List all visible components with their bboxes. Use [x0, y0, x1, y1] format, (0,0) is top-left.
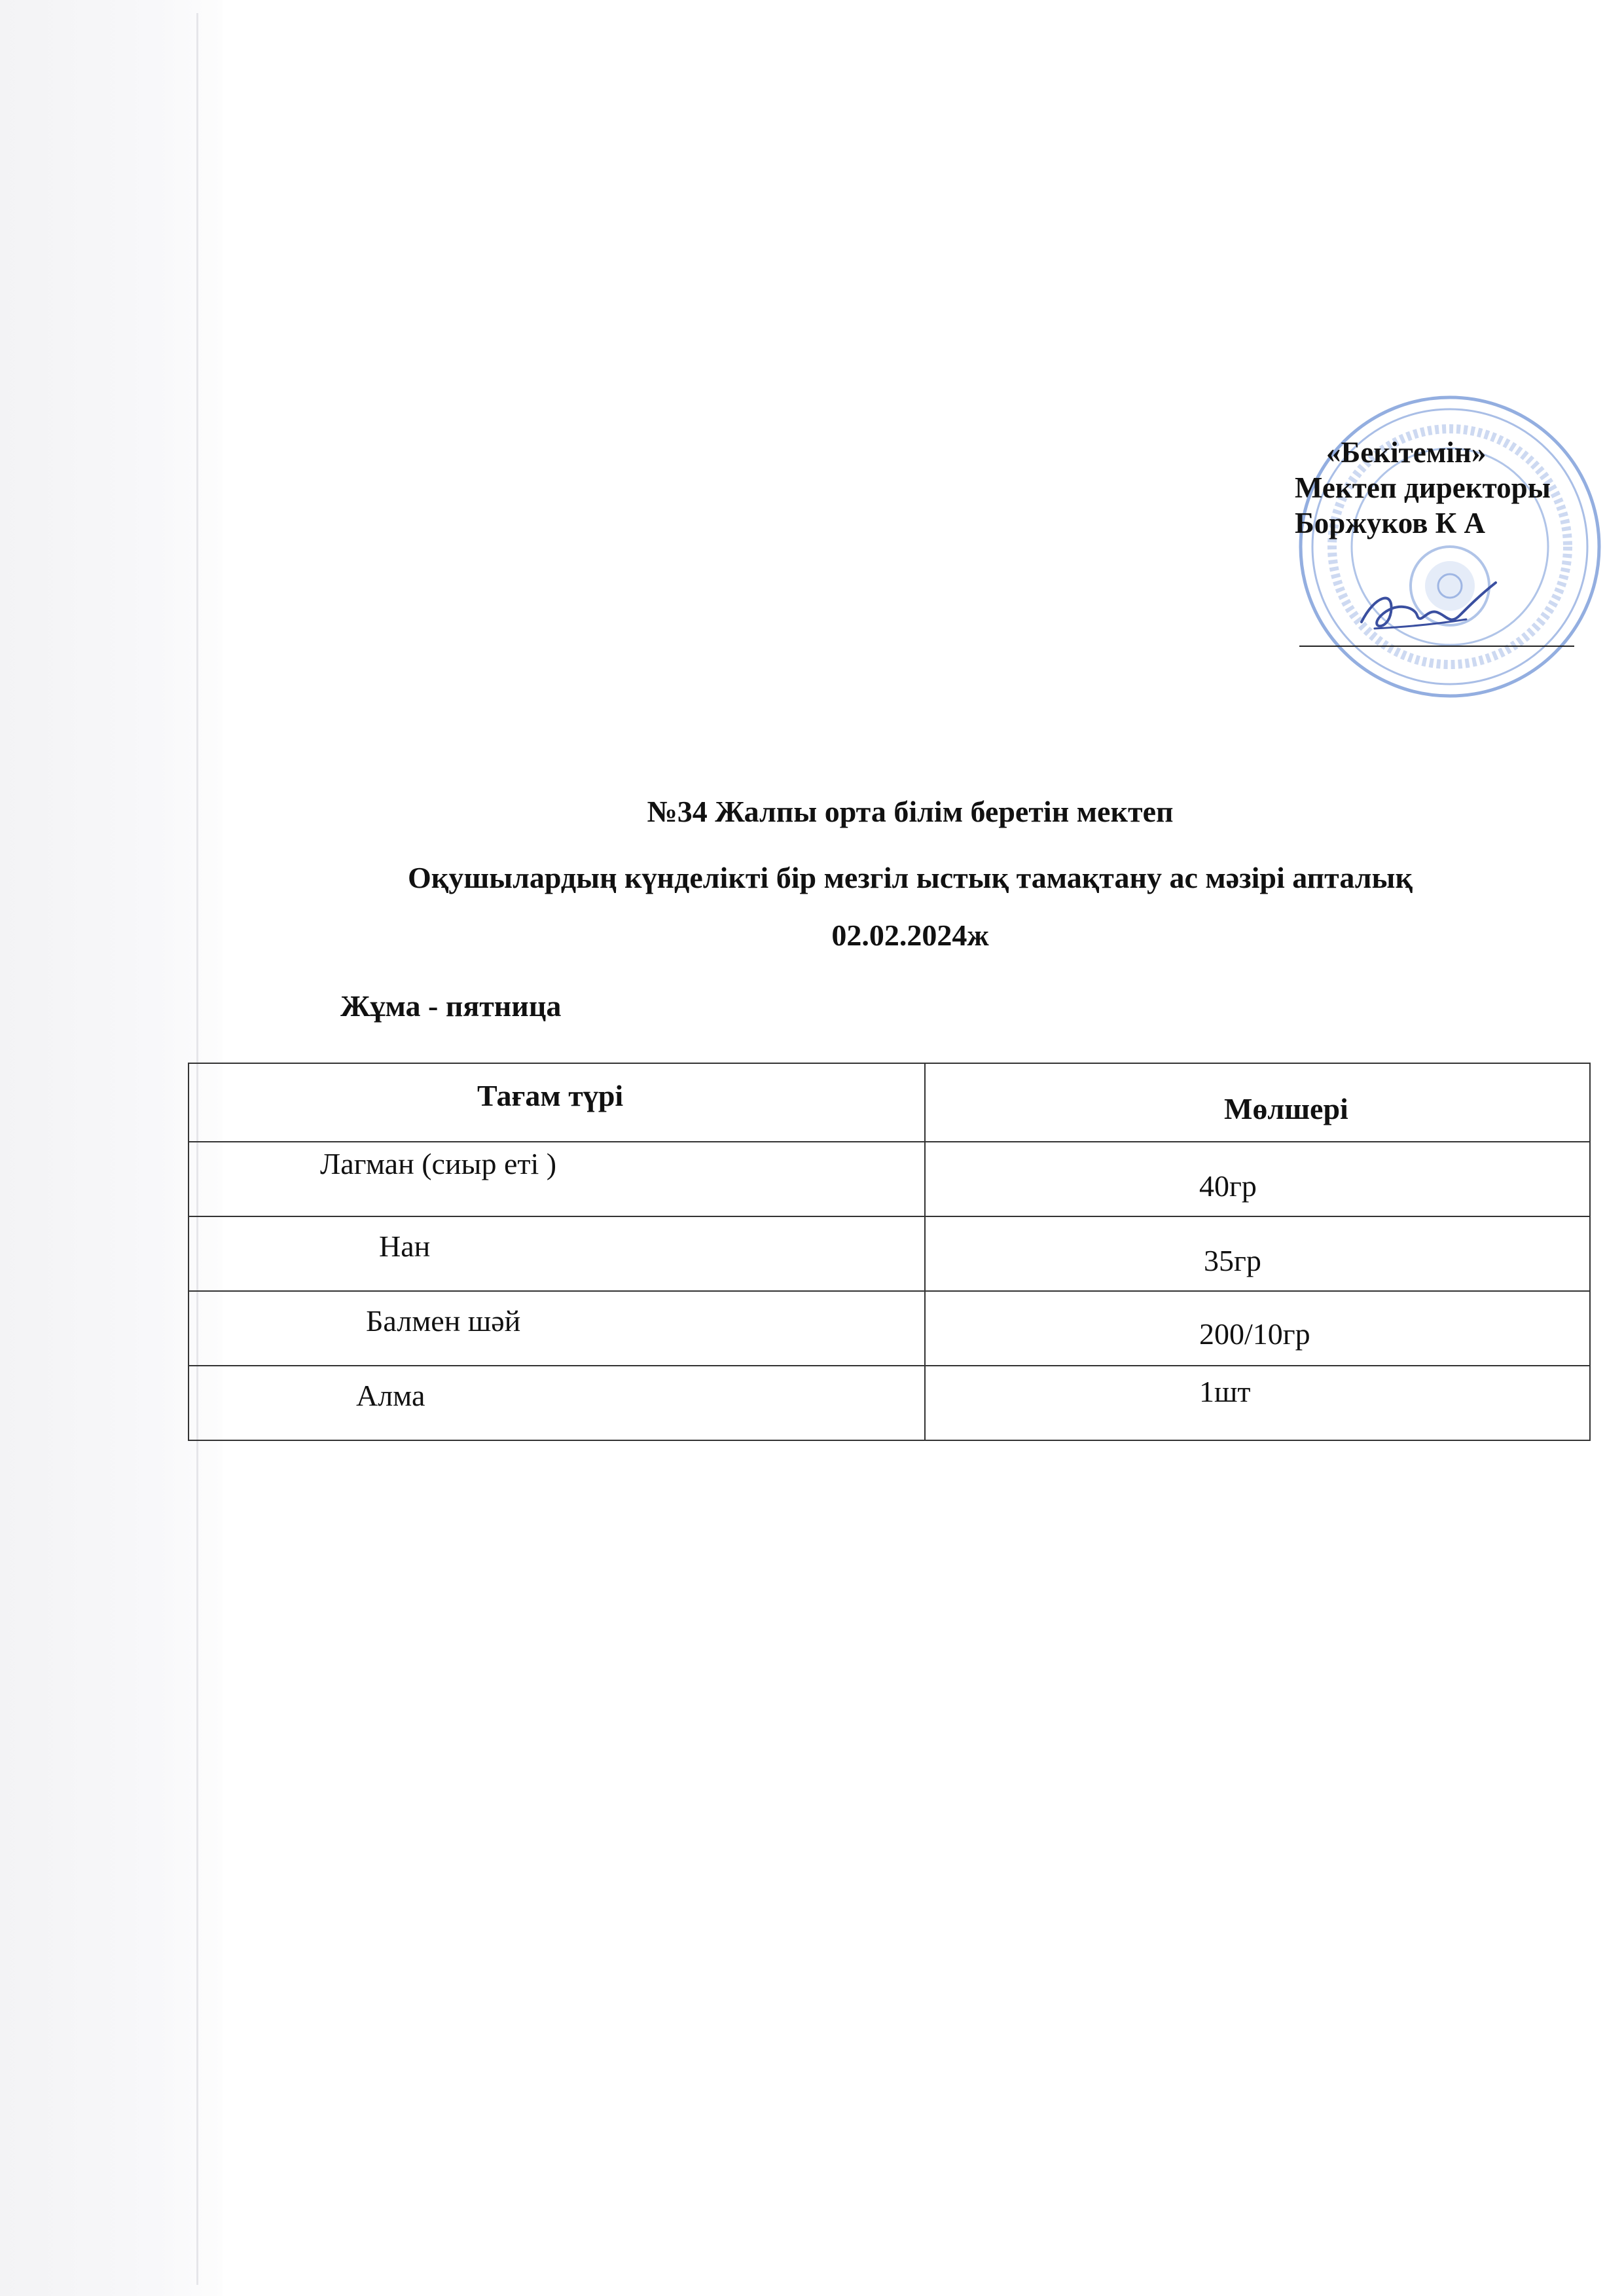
- signature-line: [1299, 646, 1574, 647]
- dish-cell: [189, 1142, 925, 1216]
- column-header-amount: [925, 1063, 1590, 1142]
- dish-cell: [189, 1366, 925, 1440]
- approval-position: Мектеп директоры: [1295, 471, 1551, 504]
- menu-table: [188, 1063, 1591, 1441]
- dish-amount: 35гр: [1204, 1244, 1261, 1277]
- approval-director-name: Боржуков К А: [1295, 507, 1486, 539]
- column-header-dish-label: Тағам түрі: [477, 1079, 624, 1112]
- dish-name: Лагман (сиыр еті ): [320, 1147, 557, 1180]
- table-row: [189, 1291, 1590, 1366]
- approval-block: [1295, 435, 1551, 541]
- day-label: Жұма - пятница: [340, 989, 562, 1023]
- dish-amount: 40гр: [1199, 1169, 1257, 1203]
- table-header-row: [189, 1063, 1590, 1142]
- dish-name: Алма: [356, 1379, 425, 1412]
- column-header-amount-label: Мөлшері: [1224, 1092, 1348, 1125]
- amount-cell: [925, 1291, 1590, 1366]
- dish-cell: [189, 1216, 925, 1291]
- school-name: №34 Жалпы орта білім беретін мектеп: [647, 795, 1174, 828]
- handwritten-signature: [1355, 576, 1506, 648]
- approval-title: «Бекітемін»: [1326, 436, 1487, 469]
- dish-amount: 200/10гр: [1199, 1317, 1310, 1351]
- dish-cell: [189, 1291, 925, 1366]
- table-row: [189, 1366, 1590, 1440]
- amount-cell: [925, 1142, 1590, 1216]
- column-header-dish: [189, 1063, 925, 1142]
- menu-title: Оқушылардың күнделікті бір мезгіл ыстық тамақтану ас мәзірі апталық: [408, 861, 1413, 894]
- dish-name: Нан: [379, 1230, 431, 1263]
- amount-cell: [925, 1366, 1590, 1440]
- dish-amount: 1шт: [1199, 1375, 1251, 1408]
- menu-date: 02.02.2024ж: [831, 919, 989, 952]
- table-row: [189, 1142, 1590, 1216]
- table-row: [189, 1216, 1590, 1291]
- amount-cell: [925, 1216, 1590, 1291]
- dish-name: Балмен шәй: [366, 1304, 521, 1338]
